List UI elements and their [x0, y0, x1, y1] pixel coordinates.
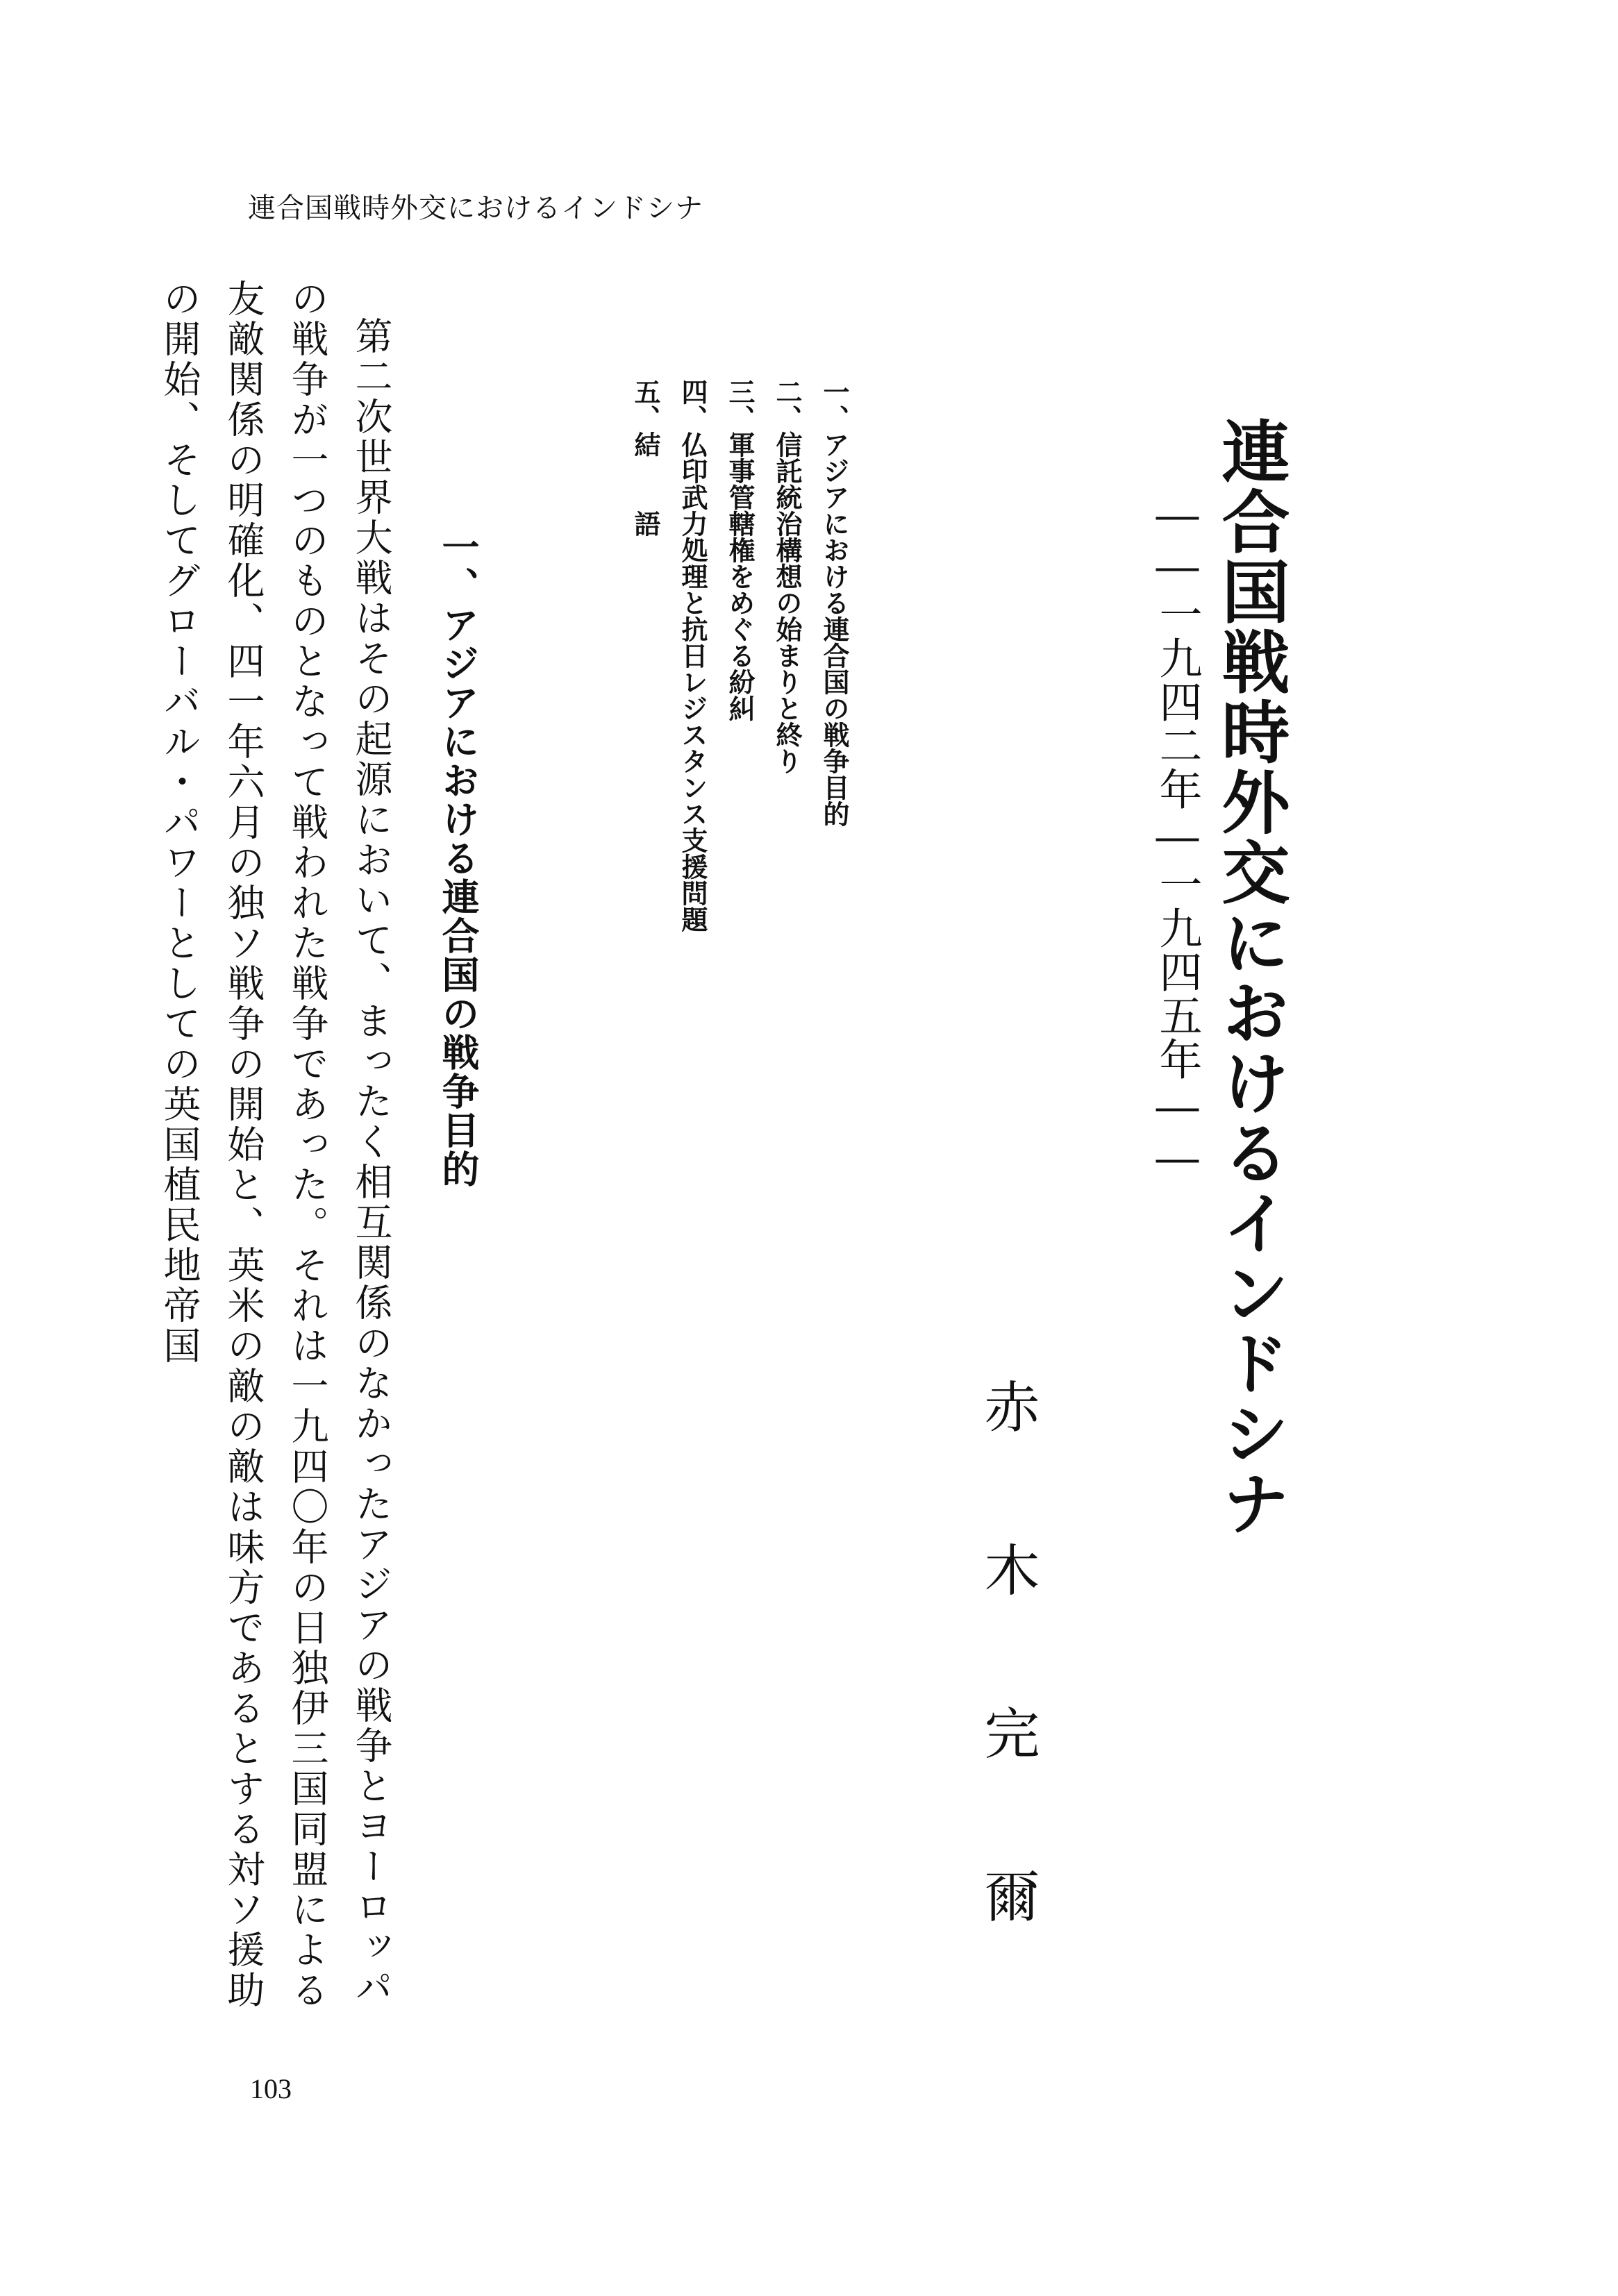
section-heading: 一、アジアにおける連合国の戦争目的 [436, 528, 481, 1189]
author-name: 赤木完爾 [975, 1378, 1040, 2031]
toc-item: 二、信託統治構想の始まりと終り [772, 378, 803, 774]
toc-item: 五、結 語 [630, 378, 661, 537]
body-paragraph: 第二次世界大戦はその起源において、まったく相互関係のなかったアジアの戦争とヨーロッパの戦争が一つのものとなって戦われた戦争であった。それは一九四〇年の日独伊三国同盟による友敵関係の明確化、四一年六月の独ソ戦争の開始と、英米の敵の敵は味方であるとする対ソ援助の開始、そしてグローバル・パワーとしての英国植民地帝国 [158, 279, 393, 2011]
page-number: 103 [250, 2073, 292, 2104]
article-subtitle: ――一九四二年―一九四五年―― [1152, 489, 1203, 1184]
toc-item: 三、軍事管轄権をめぐる紛糾 [724, 378, 756, 721]
running-head: 連合国戦時外交におけるインドシナ [248, 192, 703, 224]
table-of-contents [622, 378, 858, 1003]
toc-item: 四、仏印武力処理と抗日レジスタンス支援問題 [677, 378, 708, 932]
toc-item: 一、アジアにおける連合国の戦争目的 [819, 378, 850, 827]
article-title: 連合国戦時外交におけるインドシナ [1210, 417, 1290, 1539]
